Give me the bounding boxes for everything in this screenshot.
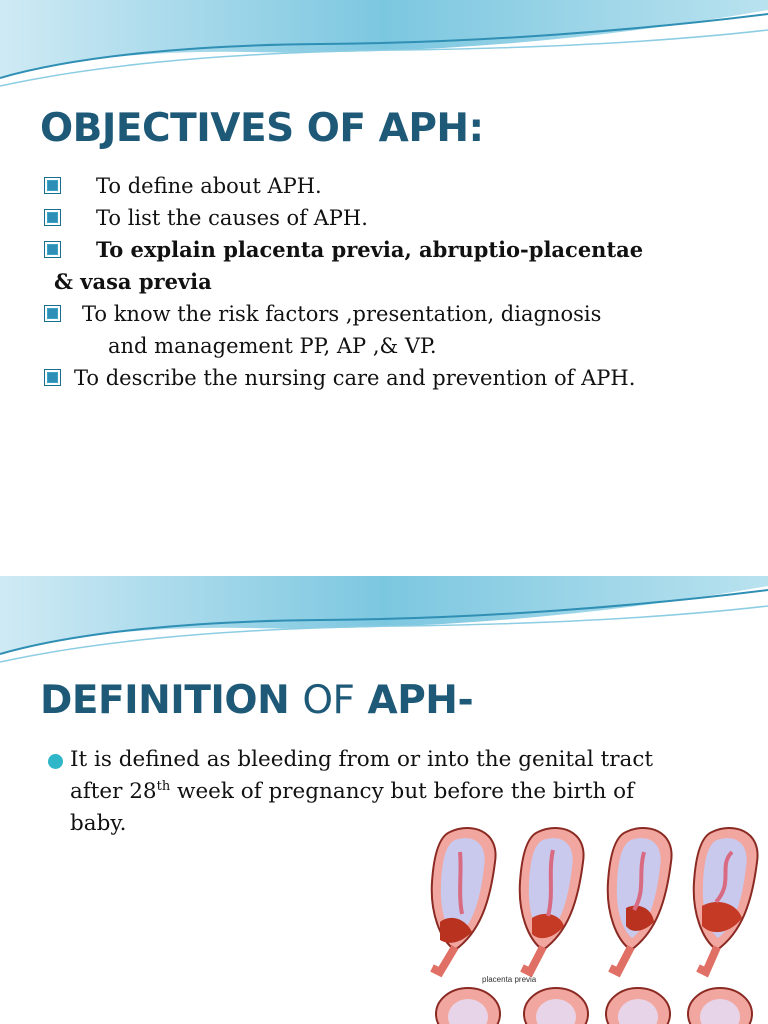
list-item [44,202,744,234]
superscript: th [156,778,171,794]
circle-bullet-icon [48,754,63,769]
checkbox-bullet-icon [44,177,61,194]
page-title [40,678,473,723]
list-item [44,362,744,394]
checkbox-bullet-icon [44,209,61,226]
uterus-illustration-partial [606,988,670,1024]
title-part: APH- [367,678,474,723]
objective-text: To know the risk factors ,presentation, diagnosis [82,302,602,326]
objectives-list [44,170,744,394]
checkbox-bullet-icon [44,241,61,258]
list-item [44,170,744,202]
definition-fragment: after 28 [70,779,157,804]
figure-caption: placenta previa [482,975,537,984]
definition-text-continued [70,776,708,808]
header-wave-decoration [0,0,768,100]
uterus-illustration [694,828,758,972]
definition-fragment: week of pregnancy but before the birth of [170,779,635,804]
title-part: DEFINITION [40,678,290,723]
checkbox-bullet-icon [44,369,61,386]
objective-text: To describe the nursing care and prevention of APH. [74,366,636,390]
objective-text: To explain placenta previa, abruptio-placentae [96,237,644,262]
objective-text: To list the causes of APH. [96,206,368,230]
checkbox-bullet-icon [44,305,61,322]
uterus-diagram-image [410,822,768,1024]
objective-text-continued: and management PP, AP ,& VP. [108,334,437,358]
uterus-illustration-partial [688,988,752,1024]
title-part: OF [302,678,355,723]
list-item [44,234,744,298]
uterus-illustration-partial [524,988,588,1024]
uterus-illustration [432,828,496,972]
definition-text-continued: baby. [70,811,127,836]
uterus-illustration [608,828,672,972]
uterus-illustration [520,828,584,972]
objective-text-continued: & vasa previa [54,269,212,294]
header-wave-decoration [0,576,768,676]
objective-text: To define about APH. [96,174,322,198]
list-item [44,298,744,362]
uterus-illustration-partial [436,988,500,1024]
page-title: OBJECTIVES OF APH: [40,106,484,151]
slide-definition [0,576,768,1024]
definition-text: It is defined as bleeding from or into the genital tract [70,747,653,772]
placenta-previa-figure [410,822,768,1024]
